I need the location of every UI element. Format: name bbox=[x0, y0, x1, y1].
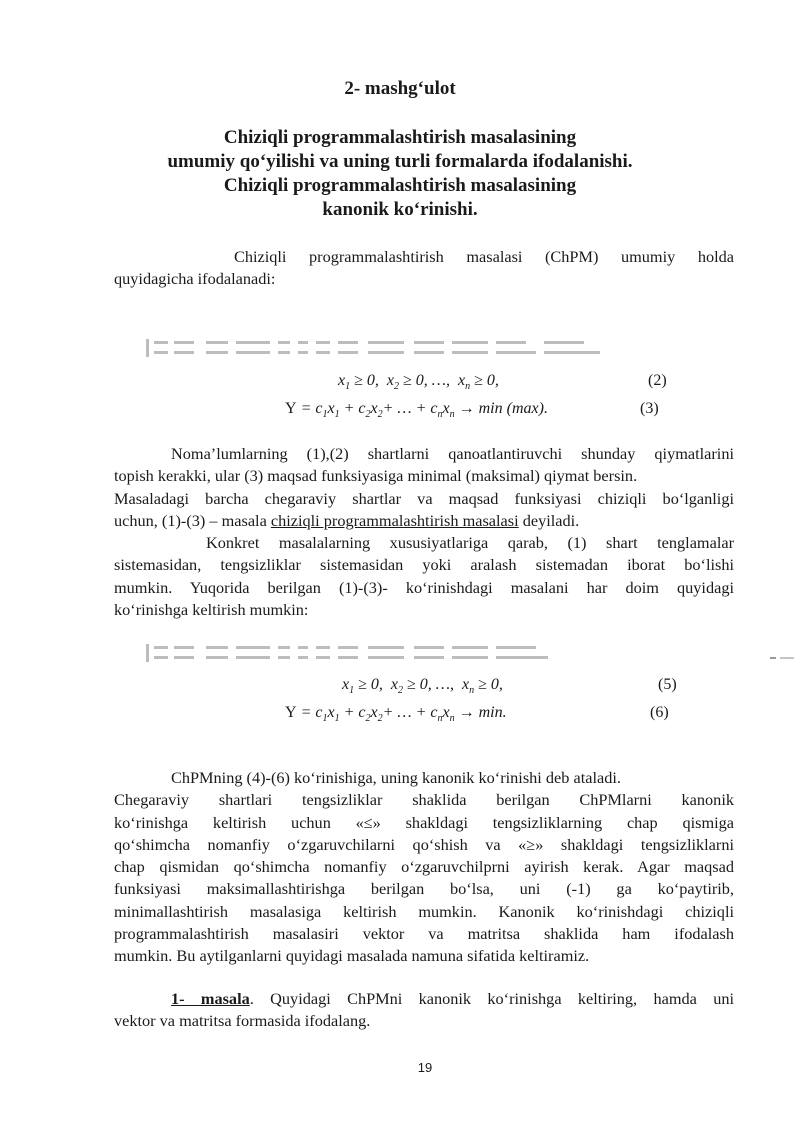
title-line-4: kanonik ko‘rinishi. bbox=[322, 199, 478, 220]
para3-line-3: mumkin. Yuqorida berilgan (1)-(3)- ko‘rinishdagi masalani har doim quyidagi bbox=[114, 577, 734, 597]
paragraph-systems bbox=[114, 532, 734, 621]
equation-number-5: (5) bbox=[658, 676, 677, 693]
constraint-2-formula: $x_1 \ge 0$, $x_2 \ge 0$, …, $x_n \ge 0$, bbox=[338, 372, 499, 393]
intro-line-2: quyidagicha ifodalanadi: bbox=[114, 269, 276, 289]
para2-line-4-prefix: uchun, (1)-(3) – masala bbox=[114, 510, 271, 530]
constraint-5-formula: $x_1 \ge 0$, $x_2 \ge 0$, …, $x_n \ge 0$, bbox=[342, 676, 503, 697]
para2-line-4-suffix: deyiladi. bbox=[518, 510, 580, 530]
para5-line-1 bbox=[114, 988, 734, 1010]
para5-line-1-rest: . Quyidagi ChPMni kanonik ko‘rinishga keltiring, hamda uni bbox=[249, 989, 734, 1008]
system-4-formula-image bbox=[146, 642, 556, 664]
objective-6-formula: $Y = c_1x_1 + c_2x_2+$ … + $c_nx_n \to \min$. bbox=[285, 704, 507, 725]
margin-mark-icon bbox=[770, 648, 796, 666]
exercise-label: 1- masala bbox=[171, 989, 250, 1008]
para4-line-7: minimallashtirish masalasiga keltirish mumkin. Kanonik ko‘rinishdagi chiziqli bbox=[114, 901, 734, 921]
para4-line-3: ko‘rinishga keltirish uchun «≤» shakldagi tengsizliklarning chap qismiga bbox=[114, 812, 734, 832]
para2-line-3: Masaladagi barcha chegaraviy shartlar va maqsad funksiyasi chiziqli bo‘lganligi bbox=[114, 488, 734, 508]
paragraph-canonical bbox=[114, 767, 734, 968]
para2-line-1: Noma’lumlarning (1),(2) shartlarni qanoatlantiruvchi shunday qiymatlarini bbox=[171, 444, 734, 463]
para4-line-2: Chegaraviy shartlari tengsizliklar shaklida berilgan ChPMlarni kanonik bbox=[114, 790, 734, 810]
objective-3-formula: $Y = c_1x_1 + c_2x_2+$ … + $c_nx_n \to \min (\max)$. bbox=[285, 400, 548, 421]
title-line-2: umumiy qo‘yilishi va uning turli formalarda ifodalanishi. bbox=[167, 151, 633, 172]
para3-line-2: sistemasidan, tengsizliklar sistemasidan yoki aralash sistemadan iborat bo‘lishi bbox=[114, 555, 734, 575]
paragraph-exercise bbox=[114, 988, 734, 1033]
para5-line-2: vektor va matritsa formasida ifodalang. bbox=[114, 1011, 371, 1031]
system-1-formula-image bbox=[146, 337, 616, 359]
lesson-heading: 2- mashg‘ulot bbox=[344, 78, 456, 99]
equation-number-6: (6) bbox=[650, 704, 669, 721]
intro-line-1: Chiziqli programmalashtirish masalasi (ChPM) umumiy holda bbox=[234, 247, 734, 266]
para2-line-4 bbox=[114, 510, 734, 532]
para2-line-2: topish kerakki, ular (3) maqsad funksiyasiga minimal (maksimal) qiymat bersin. bbox=[114, 466, 638, 486]
page-title bbox=[0, 126, 800, 222]
para4-line-5: chap qismidan qo‘shimcha nomanfiy o‘zgaruvchilprni ayirish kerak. Agar maqsad bbox=[114, 857, 734, 877]
paragraph-conditions bbox=[114, 443, 734, 532]
para4-line-8: programmalashtirish masalasiri vektor va matritsa shaklida ham ifodalash bbox=[114, 924, 734, 944]
page-number: 19 bbox=[417, 1060, 433, 1075]
title-line-3: Chiziqli programmalashtirish masalasining bbox=[223, 175, 577, 196]
para4-line-6: funksiyasi maksimallashtirishga berilgan bo‘lsa, uni (-1) ga ko‘paytirib, bbox=[114, 879, 734, 899]
equation-number-2: (2) bbox=[648, 372, 667, 389]
title-line-1: Chiziqli programmalashtirish masalasining bbox=[223, 127, 577, 148]
para4-line-9: mumkin. Bu aytilganlarni quyidagi masalada namuna sifatida keltiramiz. bbox=[114, 946, 590, 966]
definition-term-link: chiziqli programmalashtirish masalasi bbox=[270, 510, 519, 530]
equation-number-3: (3) bbox=[640, 400, 659, 417]
para4-line-1: ChPMning (4)-(6) ko‘rinishiga, uning kanonik ko‘rinishi deb ataladi. bbox=[171, 768, 621, 787]
para3-line-4: ko‘rinishga keltirish mumkin: bbox=[114, 599, 309, 619]
para4-line-4: qo‘shimcha nomanfiy o‘zgaruvchilarni qo‘shish va «≥» shakldagi tengsizliklarni bbox=[114, 834, 734, 854]
para3-line-1: Konkret masalalarning xususiyatlariga qarab, (1) shart tenglamalar bbox=[206, 533, 734, 552]
intro-paragraph bbox=[114, 246, 734, 291]
